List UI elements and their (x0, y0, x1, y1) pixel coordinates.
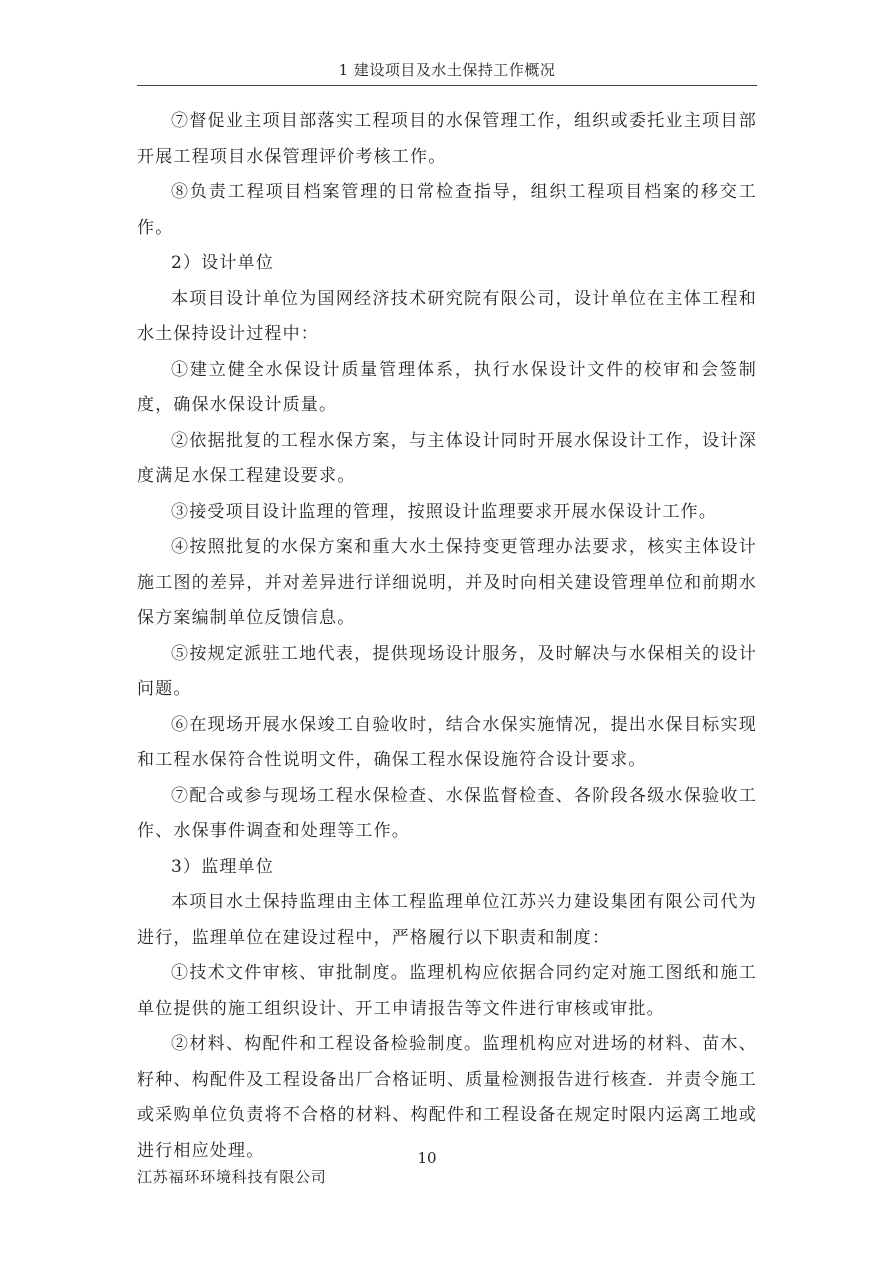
paragraph-design-item-4: ④按照批复的水保方案和重大水土保持变更管理办法要求，核实主体设计施工图的差异，并对差异进行详细说明，并及时向相关建设管理单位和前期水保方案编制单位反馈信息。 (137, 537, 757, 628)
body-text (137, 104, 757, 1169)
header-divider (137, 85, 757, 86)
paragraph-item-7-owner: ⑦督促业主项目部落实工程项目的水保管理工作，组织或委托业主项目部开展工程项目水保管理评价考核工作。 (137, 111, 757, 167)
page-number: 10 (417, 1149, 437, 1167)
paragraph-item-8-owner: ⑧负责工程项目档案管理的日常检查指导，组织工程项目档案的移交工作。 (137, 182, 757, 238)
paragraph-design-item-7: ⑦配合或参与现场工程水保检查、水保监督检查、各阶段各级水保验收工作、水保事件调查和处理等工作。 (137, 785, 757, 841)
running-header: 1 建设项目及水土保持工作概况 (338, 61, 556, 79)
paragraph-design-item-5: ⑤按规定派驻工地代表，提供现场设计服务，及时解决与水保相关的设计问题。 (137, 643, 757, 699)
paragraph-supervision-item-1: ①技术文件审核、审批制度。监理机构应依据合同约定对施工图纸和施工单位提供的施工组织设计、开工申请报告等文件进行审核或审批。 (137, 963, 757, 1019)
section-heading-design-unit: 2）设计单位 (171, 253, 275, 273)
section-heading-supervision-unit: 3）监理单位 (171, 856, 275, 877)
paragraph-design-item-1: ①建立健全水保设计质量管理体系，执行水保设计文件的校审和会签制度，确保水保设计质量。 (137, 359, 757, 415)
footer-company-name: 江苏福环环境科技有限公司 (137, 1168, 327, 1186)
paragraph-supervision-intro: 本项目水土保持监理由主体工程监理单位江苏兴力建设集团有限公司代为进行，监理单位在建设过程中，严格履行以下职责和制度： (137, 892, 757, 948)
paragraph-design-intro: 本项目设计单位为国网经济技术研究院有限公司，设计单位在主体工程和水土保持设计过程中： (137, 288, 757, 344)
paragraph-supervision-item-2: ②材料、构配件和工程设备检验制度。监理机构应对进场的材料、苗木、籽种、构配件及工程设备出厂合格证明、质量检测报告进行核查．并责令施工或采购单位负责将不合格的材料、构配件和工程设备在规定时限内运离工地或进行相应处理。 (137, 1034, 757, 1161)
paragraph-design-item-3: ③接受项目设计监理的管理，按照设计监理要求开展水保设计工作。 (171, 501, 717, 522)
paragraph-design-item-2: ②依据批复的工程水保方案，与主体设计同时开展水保设计工作，设计深度满足水保工程建设要求。 (137, 430, 757, 486)
paragraph-design-item-6: ⑥在现场开展水保竣工自验收时，结合水保实施情况，提出水保目标实现和工程水保符合性说明文件，确保工程水保设施符合设计要求。 (137, 714, 757, 770)
